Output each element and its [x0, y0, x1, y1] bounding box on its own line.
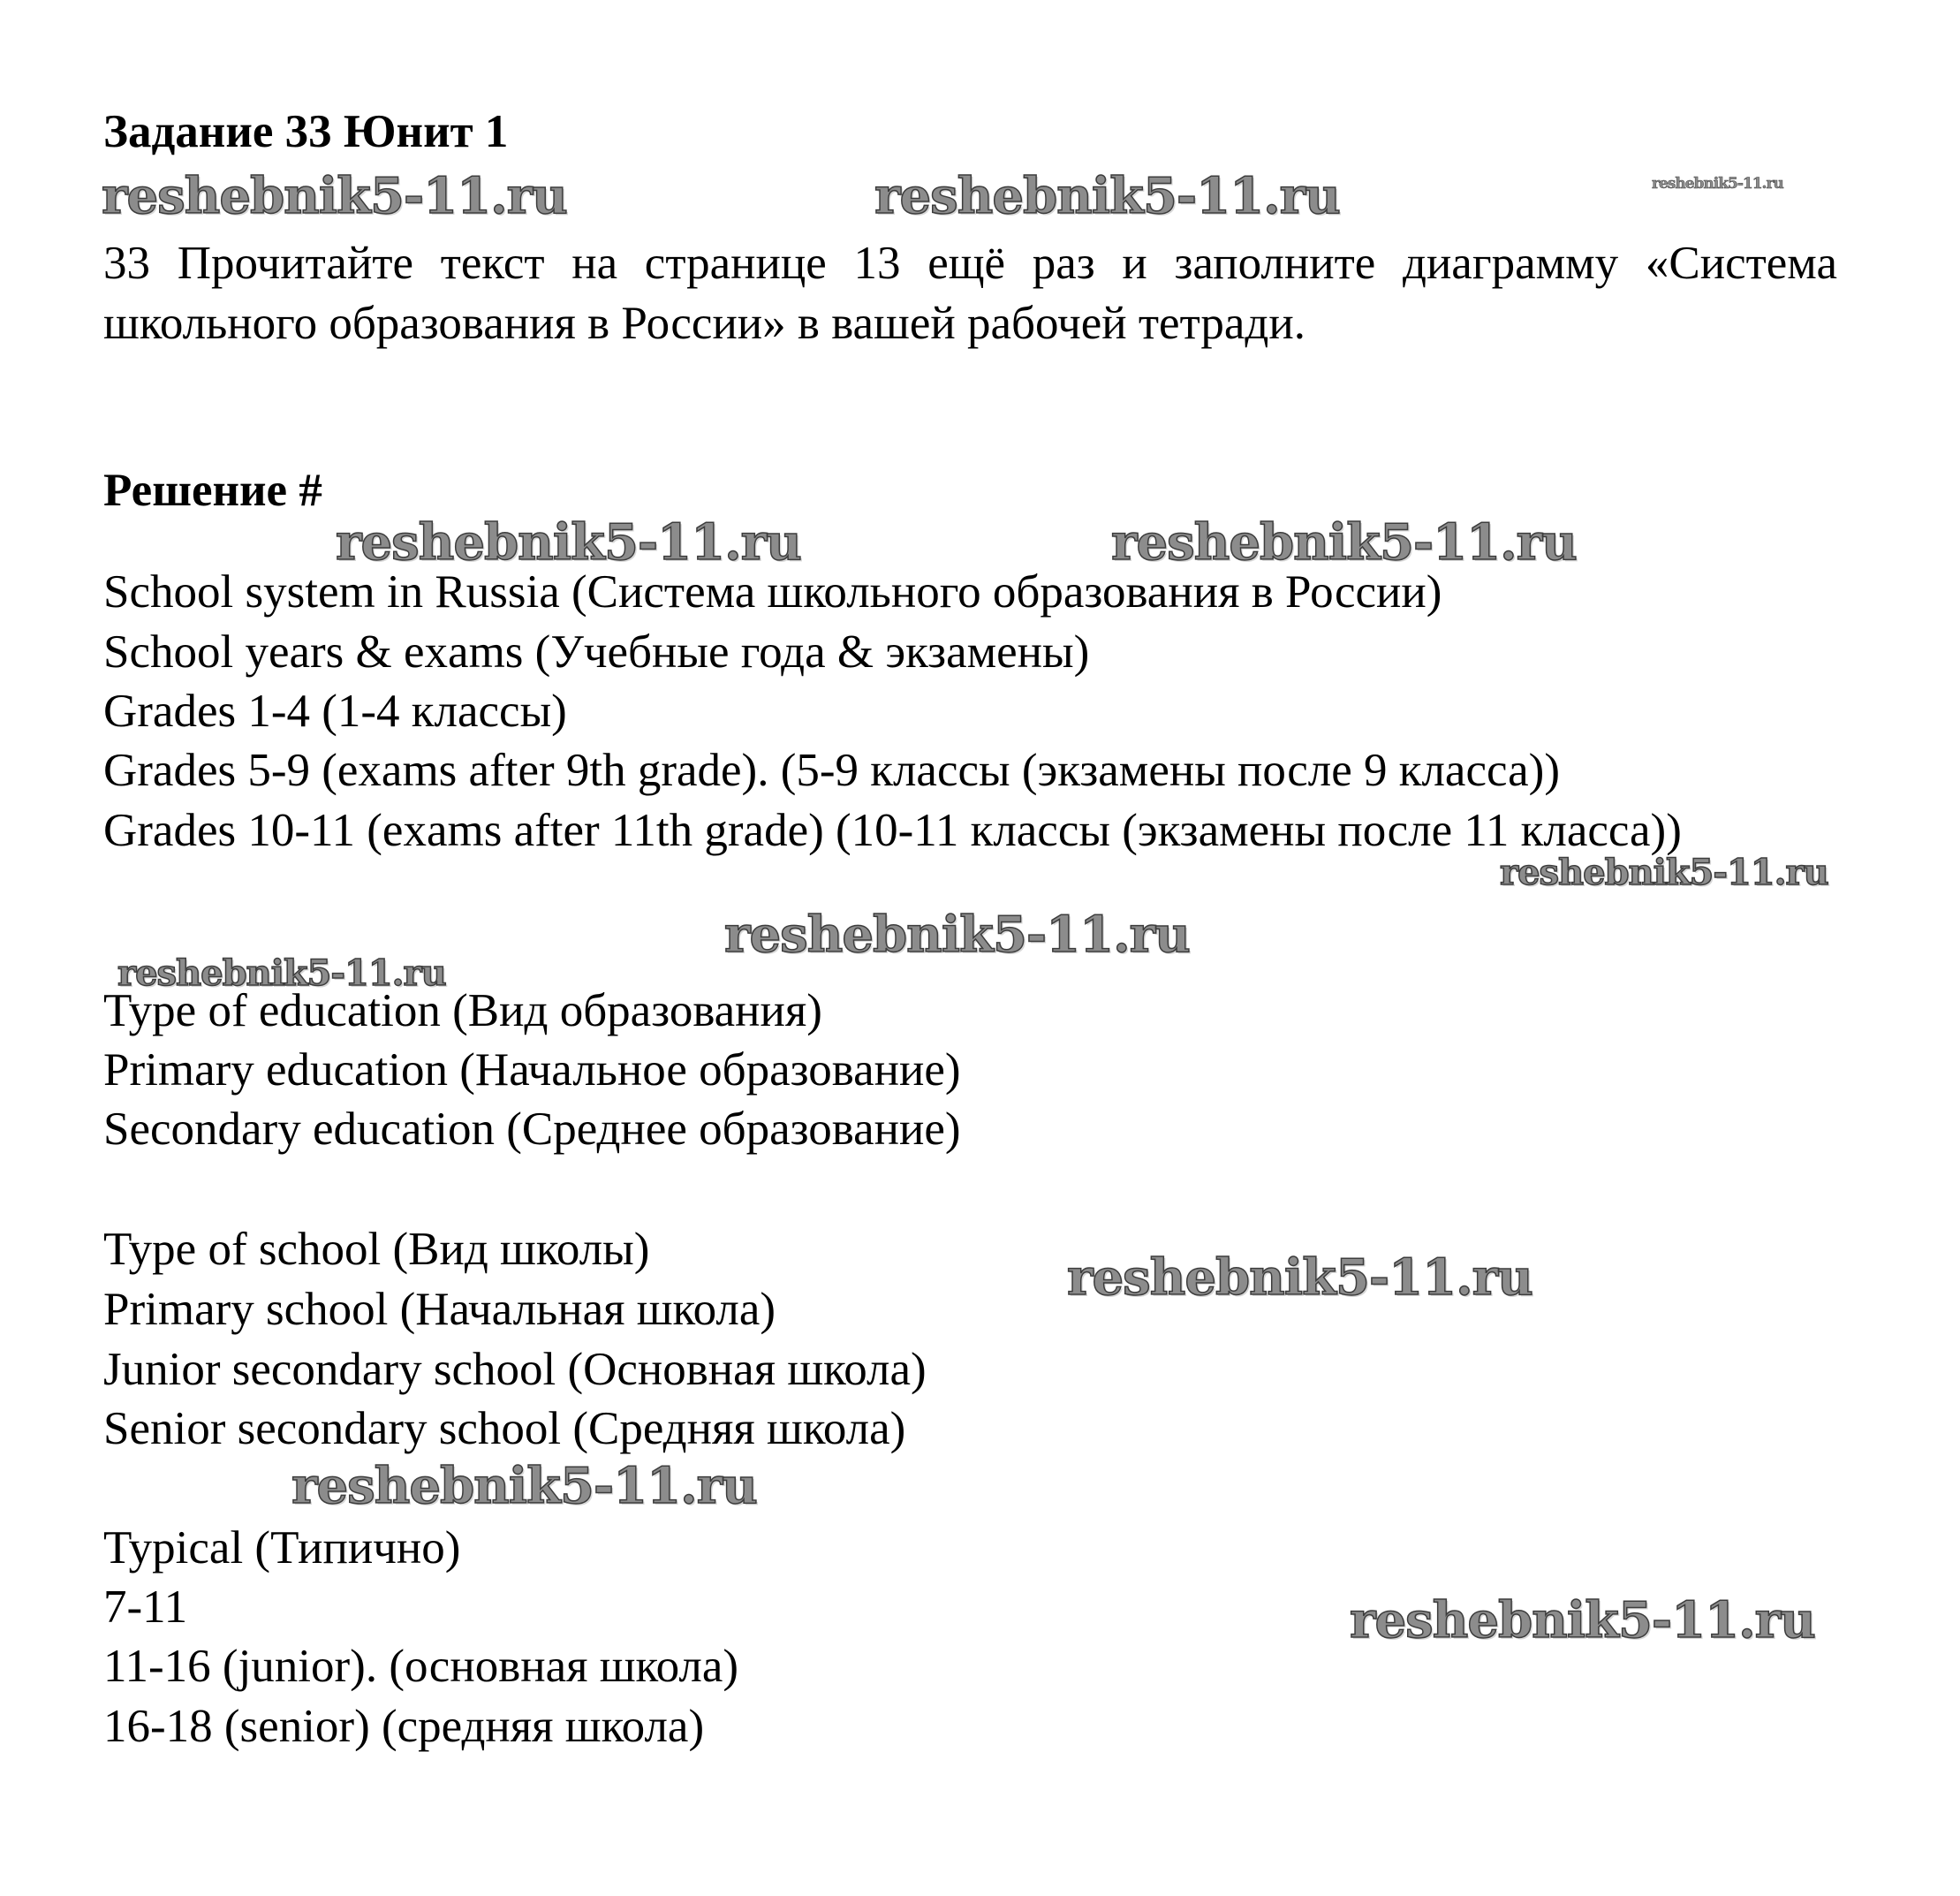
- watermark: reshebnik5-11.ru: [291, 1457, 757, 1515]
- answer-line: Primary education (Начальное образование): [103, 1044, 961, 1096]
- answer-line: Grades 10-11 (exams after 11th grade) (10-11 классы (экзамены после 11 класса)): [103, 805, 1682, 856]
- answer-line: Primary school (Начальная школа): [103, 1284, 776, 1335]
- watermark: reshebnik5-11.ru: [1350, 1591, 1815, 1650]
- answer-line: School system in Russia (Система школьного образования в России): [103, 566, 1442, 618]
- answer-line: 16-18 (senior) (средняя школа): [103, 1701, 705, 1752]
- answer-line: Senior secondary school (Средняя школа): [103, 1403, 906, 1454]
- page-title: Задание 33 Юнит 1: [103, 106, 509, 157]
- watermark: reshebnik5-11.ru: [1500, 852, 1828, 893]
- answer-line: Type of school (Вид школы): [103, 1224, 650, 1275]
- watermark: reshebnik5-11.ru: [102, 167, 567, 225]
- watermark: reshebnik5-11.ru: [117, 952, 446, 994]
- task-text: 33 Прочитайте текст на странице 13 ещё раз и заполните диаграмму «Система школьного образования в России» в вашей рабочей тетради.: [103, 238, 1837, 349]
- answer-line: Grades 5-9 (exams after 9th grade). (5-9 классы (экзамены после 9 класса)): [103, 745, 1560, 796]
- watermark: reshebnik5-11.ru: [874, 167, 1340, 225]
- solution-heading: Решение #: [103, 465, 322, 516]
- answer-line: Secondary education (Среднее образование): [103, 1103, 961, 1155]
- watermark: reshebnik5-11.ru: [1111, 513, 1577, 572]
- answer-line: Grades 1-4 (1-4 классы): [103, 686, 567, 737]
- answer-line: Junior secondary school (Основная школа): [103, 1344, 927, 1395]
- answer-line: 11-16 (junior). (основная школа): [103, 1641, 739, 1692]
- answer-line: Type of education (Вид образования): [103, 985, 822, 1036]
- answer-line: Typical (Типично): [103, 1522, 461, 1574]
- watermark: reshebnik5-11.ru: [724, 906, 1190, 964]
- answer-line: 7-11: [103, 1581, 188, 1633]
- watermark: reshebnik5-11.ru: [1652, 175, 1783, 193]
- answer-line: School years & exams (Учебные года & экзамены): [103, 626, 1090, 678]
- watermark: reshebnik5-11.ru: [336, 513, 801, 572]
- watermark: reshebnik5-11.ru: [1067, 1248, 1532, 1307]
